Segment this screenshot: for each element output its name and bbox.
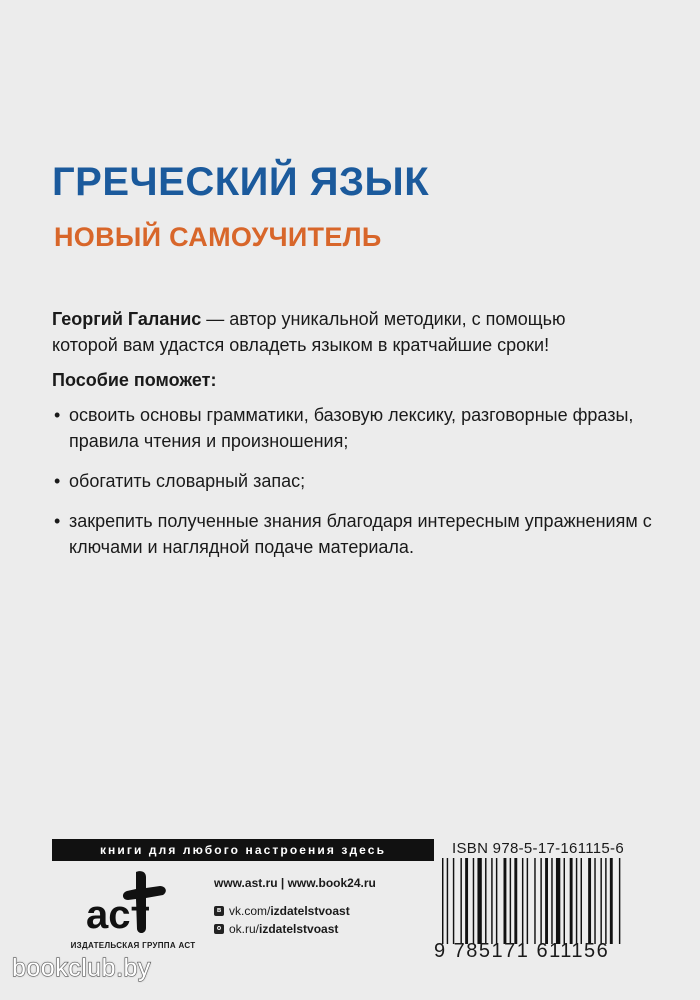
ok-handle: izdatelstvoast xyxy=(259,922,339,936)
list-item: • освоить основы грамматики, базовую лексику, разговорные фразы, правила чтения и произношения; xyxy=(52,402,652,454)
barcode xyxy=(440,858,626,944)
publisher-sites[interactable]: www.ast.ru | www.book24.ru xyxy=(214,876,376,890)
list-item: • закрепить полученные знания благодаря интересным упражнениям с ключами и наглядной подаче материала. xyxy=(52,508,652,560)
intro-paragraph xyxy=(52,306,632,358)
isbn: ISBN 978-5-17-161115-6 xyxy=(452,840,624,857)
barcode-digits: 9 785171 611156 xyxy=(434,940,610,962)
slogan-bar: книги для любого настроения здесь xyxy=(52,839,434,861)
watermark: bookclub.by xyxy=(12,954,151,982)
vk-link[interactable] xyxy=(214,902,350,920)
author-name: Георгий Галанис xyxy=(52,309,202,329)
book-subtitle: НОВЫЙ САМОУЧИТЕЛЬ xyxy=(54,222,382,252)
ok-prefix: ok.ru/ xyxy=(229,922,260,936)
vk-prefix: vk.com/ xyxy=(229,904,271,918)
intro-text: — автор уникальной методики, с помощью которой вам удастся овладеть языком в кратчайшие сроки! xyxy=(52,309,566,355)
publisher-name: ИЗДАТЕЛЬСКАЯ ГРУППА АСТ xyxy=(70,941,196,950)
publisher-logo xyxy=(84,868,174,938)
logo-lettering: аст xyxy=(86,893,151,937)
ok-icon: о xyxy=(214,924,224,934)
benefits-list xyxy=(52,402,652,574)
vk-icon: в xyxy=(214,906,224,916)
list-item: • обогатить словарный запас; xyxy=(52,468,652,494)
book-title: ГРЕЧЕСКИЙ ЯЗЫК xyxy=(52,160,430,204)
ok-link[interactable] xyxy=(214,920,350,938)
help-heading: Пособие поможет: xyxy=(52,370,217,390)
vk-handle: izdatelstvoast xyxy=(270,904,350,918)
social-links xyxy=(214,902,350,938)
